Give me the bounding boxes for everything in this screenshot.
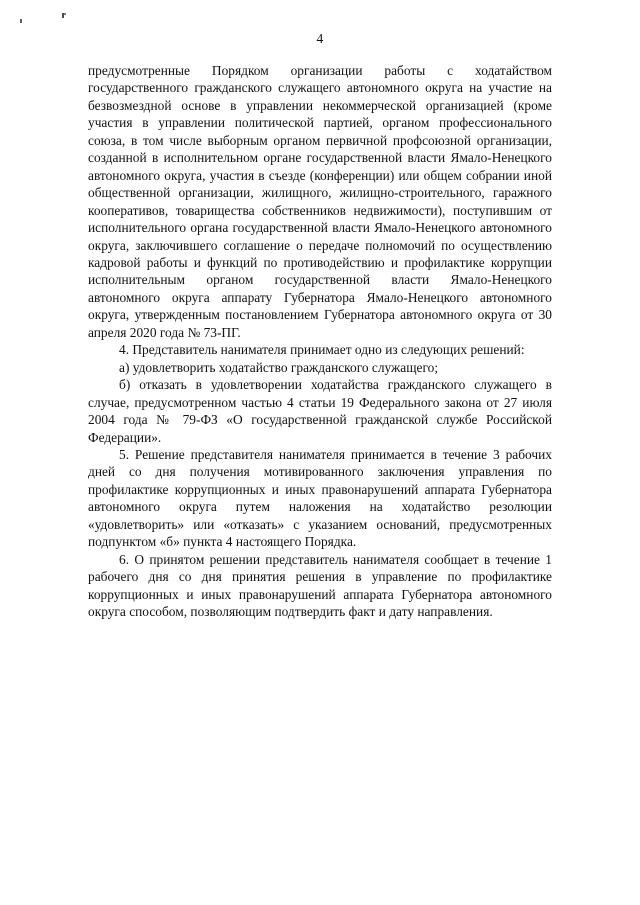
paragraph-continuation: предусмотренные Порядком организации работы с ходатайством государственного гражданского служащего автономного округа на участие на безвозмездной основе в управлении некоммерческой организацией (кроме участия в управлении политической партией, органом профессионального союза, в том числе выборным органом первичной профсоюзной организации, созданной в исполнительном органе государственной власти Ямало-Ненецкого автономного округа, участия в съезде (конференции) или общем собрании иной общественной организации, жилищного, жилищно-строительного, гаражного кооперативов, товарищества собственников недвижимости), поступившим от исполнительного органа государственной власти Ямало-Ненецкого автономного округа, заключившего соглашение о передаче полномочий по осуществлению кадровой работы и функций по противодействию и профилактике коррупции исполнительным органом государственной власти Ямало-Ненецкого автономного округа аппарату Губернатора Ямало-Ненецкого автономного округа, утвержденным постановлением Губернатора автономного округа от 30 апреля 2020 года № 73-ПГ.	[88, 63, 552, 340]
paragraph-item-4a: а) удовлетворить ходатайство гражданского служащего;	[119, 359, 439, 375]
paragraph-item-5: 5. Решение представителя нанимателя принимается в течение 3 рабочих дней со дня получения мотивированного заключения управления по профилактике коррупционных и иных правонарушений аппарата Губернатора автономного округа путем наложения на ходатайство резолюции «удовлетворить» или «отказать» с указанием оснований, предусмотренных подпунктом «б» пункта 4 настоящего Порядка.	[88, 446, 552, 550]
document-body	[88, 62, 552, 621]
paragraph-item-4: 4. Представитель нанимателя принимает одно из следующих решений:	[119, 342, 525, 358]
scan-speck-icon	[20, 19, 22, 23]
scan-speck-icon	[64, 13, 66, 15]
paragraph-item-4b: б) отказать в удовлетворении ходатайства гражданского служащего в случае, предусмотренном частью 4 статьи 19 Федерального закона от 27 июля 2004 года № 79-ФЗ «О государственной гражданской службе Российской Федерации».	[88, 377, 552, 445]
page-number: 4	[316, 31, 324, 46]
paragraph-item-6: 6. О принятом решении представитель нанимателя сообщает в течение 1 рабочего дня со дня принятия решения в управление по профилактике коррупционных и иных правонарушений аппарата Губернатора автономного округа способом, позволяющим подтвердить факт и дату направления.	[88, 551, 552, 620]
